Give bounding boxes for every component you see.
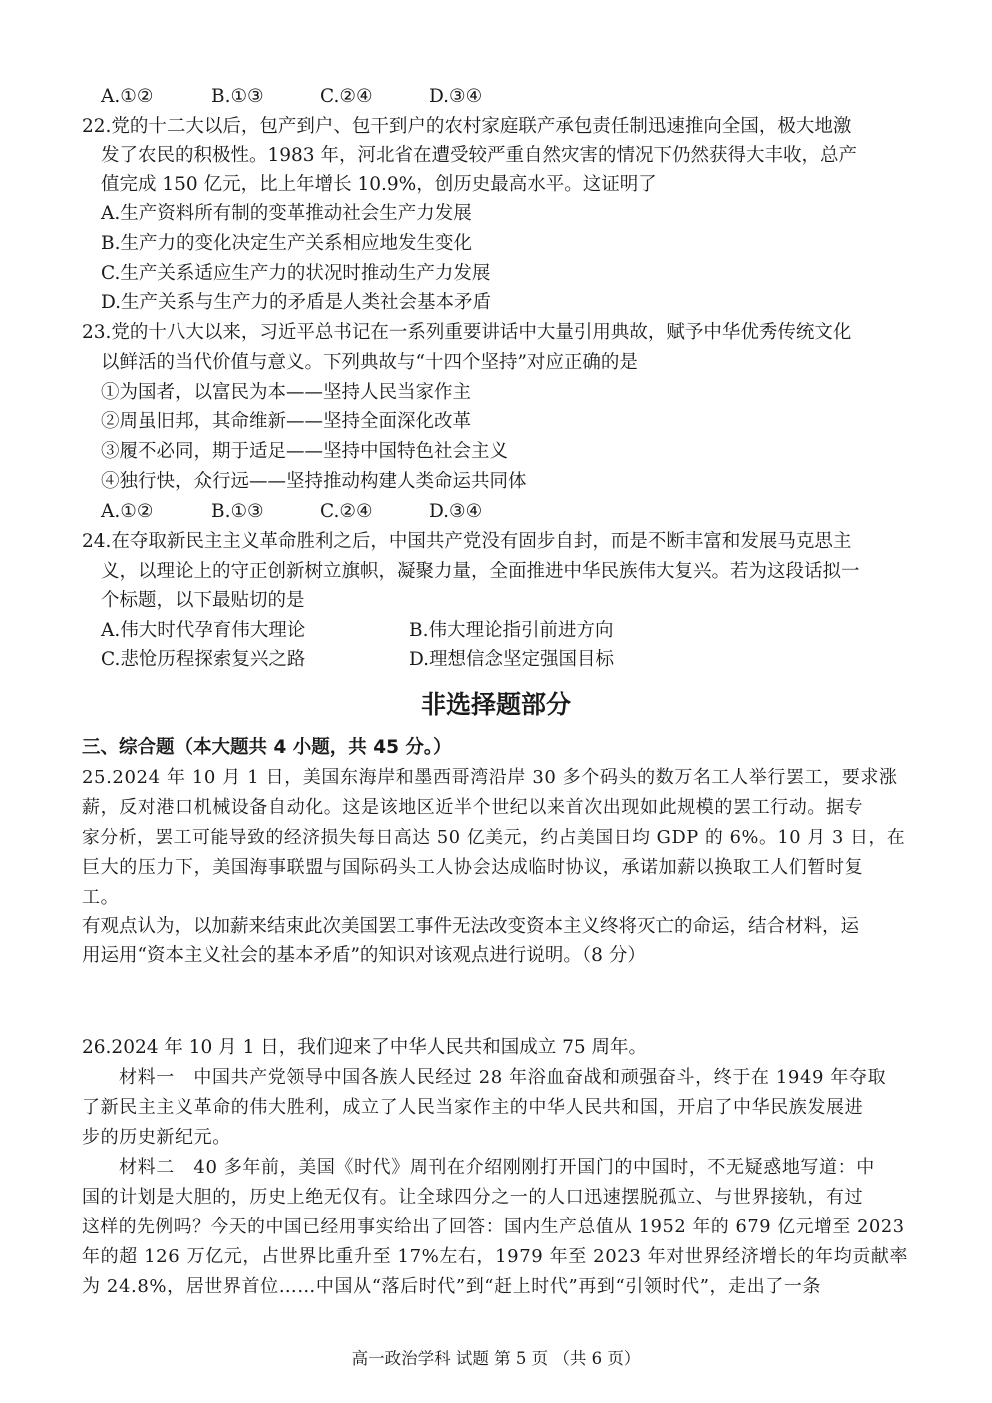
q22-stem-line-2: 发了农民的积极性。1983 年，河北省在遭受较严重自然灾害的情况下仍然获得大丰收，总产 [101, 145, 857, 166]
q26-material2-line-2: 国的计划是大胆的，历史上绝无仅有。让全球四分之一的人口迅速摆脱孤立、与世界接轨，有过 [82, 1187, 864, 1208]
q26-material1-line-1: 材料一 中国共产党领导中国各族人民经过 28 年浴血奋战和顽强奋斗，终于在 1949 年夺取 [119, 1067, 887, 1088]
q23-item-4: ④独行快，众行远——坚持推动构建人类命运共同体 [101, 471, 527, 492]
q23-item-3: ③履不必同，期于适足——坚持中国特色社会主义 [101, 441, 509, 462]
q23-option-d: D.③④ [429, 501, 483, 522]
q25-line-7: 用运用“资本主义社会的基本矛盾”的知识对该观点进行说明。（8 分） [82, 945, 646, 966]
q23-options [101, 497, 521, 527]
q25-line-6: 有观点认为，以加薪来结束此次美国罢工事件无法改变资本主义终将灭亡的命运，结合材料，运 [82, 916, 860, 937]
q23-option-c: C.②④ [320, 501, 373, 522]
q22-stem-line-1: 22.党的十二大以后，包产到户、包干到户的农村家庭联产承包责任制迅速推向全国，极大地激 [82, 116, 852, 137]
q23-option-a: A.①② [101, 501, 154, 522]
q26-material2-line-4: 年的超 126 万亿元，占世界比重升至 17%左右，1979 年至 2023 年对世界经济增长的年均贡献率 [82, 1246, 909, 1267]
q24-option-c: C.悲怆历程探索复兴之路 [101, 649, 306, 670]
q26-material1-line-2: 了新民主主义革命的伟大胜利，成立了人民当家作主的中华人民共和国，开启了中华民族发展进 [82, 1097, 864, 1118]
q24-options-row-2 [101, 645, 661, 675]
q25-line-4: 巨大的压力下，美国海事联盟与国际码头工人协会达成临时协议，承诺加薪以换取工人们暂时复 [82, 857, 864, 878]
q22-option-a: A.生产资料所有制的变革推动社会生产力发展 [101, 203, 472, 224]
q26-material2-line-3: 这样的先例吗？今天的中国已经用事实给出了回答：国内生产总值从 1952 年的 679 亿元增至 2023 [82, 1217, 905, 1237]
q21-options [101, 82, 521, 112]
q21-option-a: A.①② [101, 86, 154, 107]
q21-option-c: C.②④ [320, 86, 373, 107]
q23-item-1: ①为国者，以富民为本——坚持人民当家作主 [101, 382, 472, 403]
q26-material1-line-3: 步的历史新纪元。 [82, 1127, 231, 1148]
q26-intro: 26.2024 年 10 月 1 日，我们迎来了中华人民共和国成立 75 周年。 [82, 1037, 648, 1058]
q23-stem-line-2: 以鲜活的当代价值与意义。下列典故与“十四个坚持”对应正确的是 [101, 352, 638, 373]
q24-option-d: D.理想信念坚定强国目标 [409, 649, 615, 670]
q24-options-row-1 [101, 616, 661, 646]
q25-line-1: 25.2024 年 10 月 1 日，美国东海岸和墨西哥湾沿岸 30 多个码头的数万名工人举行罢工，要求涨 [82, 767, 898, 788]
page-footer: 高一政治学科 试题 第 5 页 （共 6 页） [351, 1349, 641, 1368]
q24-stem-line-2: 义，以理论上的守正创新树立旗帜，凝聚力量，全面推进中华民族伟大复兴。若为这段话拟一 [101, 561, 860, 582]
q22-stem-line-3: 值完成 150 亿元，比上年增长 10.9%，创历史最高水平。这证明了 [101, 174, 657, 195]
q25-line-3: 家分析，罢工可能导致的经济损失每日高达 50 亿美元，约占美国日均 GDP 的 6%。10 月 3 日，在 [82, 828, 906, 848]
q23-stem-line-1: 23.党的十八大以来，习近平总书记在一系列重要讲话中大量引用典故，赋予中华优秀传统文化 [82, 322, 852, 343]
q23-item-2: ②周虽旧邦，其命维新——坚持全面深化改革 [101, 411, 472, 432]
q21-option-d: D.③④ [429, 86, 483, 107]
q22-option-d: D.生产关系与生产力的矛盾是人类社会基本矛盾 [101, 292, 492, 313]
q22-option-c: C.生产关系适应生产力的状况时推动生产力发展 [101, 263, 491, 284]
section-heading: 非选择题部分 [420, 690, 571, 719]
q21-option-b: B.①③ [211, 86, 264, 107]
q25-line-2: 薪，反对港口机械设备自动化。这是该地区近半个世纪以来首次出现如此规模的罢工行动。据专 [82, 797, 864, 818]
q23-option-b: B.①③ [211, 501, 264, 522]
q24-option-a: A.伟大时代孕育伟大理论 [101, 620, 306, 641]
q24-stem-line-1: 24.在夺取新民主主义革命胜利之后，中国共产党没有固步自封，而是不断丰富和发展马克思主 [82, 531, 852, 552]
section-3-title: 三、综合题（本大题共 4 小题，共 45 分。） [82, 737, 452, 758]
q26-material2-line-5: 为 24.8%，居世界首位……中国从“落后时代”到“赶上时代”再到“引领时代”，走出了一条 [82, 1276, 822, 1297]
q24-option-b: B.伟大理论指引前进方向 [409, 620, 614, 641]
q25-line-5: 工。 [82, 887, 120, 908]
q26-material2-line-1: 材料二 40 多年前，美国《时代》周刊在介绍刚刚打开国门的中国时，不无疑惑地写道：中 [119, 1157, 875, 1178]
q22-option-b: B.生产力的变化决定生产关系相应地发生变化 [101, 233, 472, 254]
q24-stem-line-3: 个标题，以下最贴切的是 [101, 590, 305, 611]
